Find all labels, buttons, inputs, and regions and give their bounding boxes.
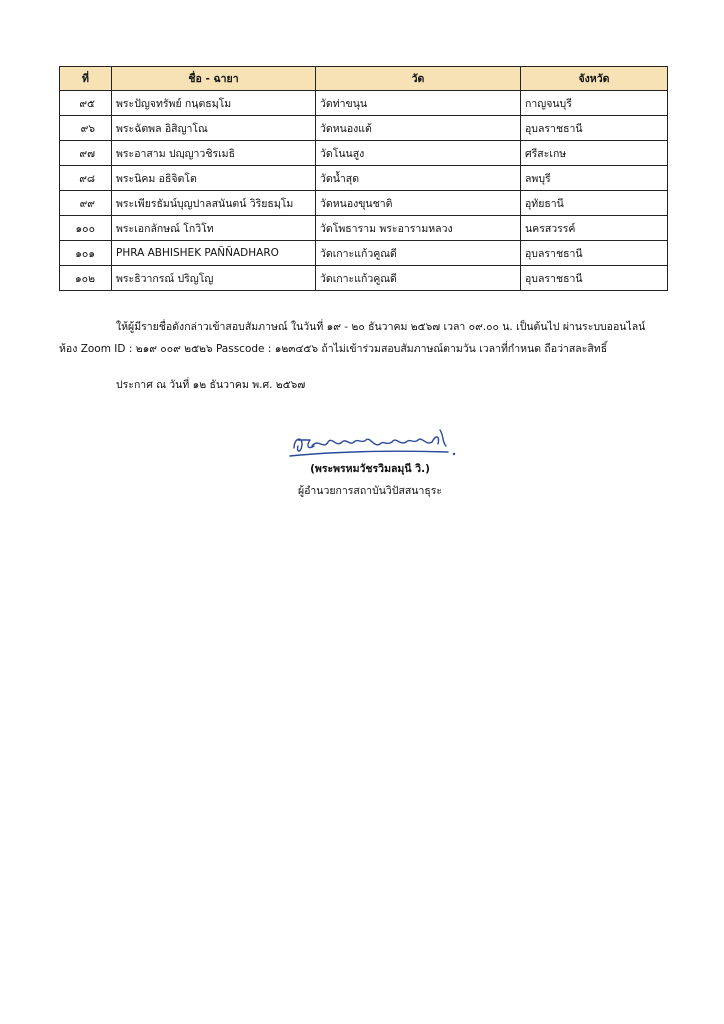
table-row bbox=[60, 266, 668, 291]
row-temple: วัดหนองขุนชาติ bbox=[316, 191, 521, 216]
row-temple: วัดเกาะแก้วคูณดี bbox=[316, 266, 521, 291]
table-header-row bbox=[60, 67, 668, 91]
table-row bbox=[60, 91, 668, 116]
row-province: ศรีสะเกษ bbox=[521, 141, 668, 166]
table-row bbox=[60, 166, 668, 191]
row-number: ๑๐๐ bbox=[60, 216, 112, 241]
row-name: พระฉัตพล อิสิญาโณ bbox=[112, 116, 316, 141]
row-number: ๙๖ bbox=[60, 116, 112, 141]
table-row bbox=[60, 191, 668, 216]
announcement-date: ประกาศ ณ วันที่ ๑๒ ธันวาคม พ.ศ. ๒๕๖๗ bbox=[116, 379, 306, 391]
row-province: อุบลราชธานี bbox=[521, 116, 668, 141]
row-number: ๙๕ bbox=[60, 91, 112, 116]
row-temple: วัดโพธาราม พระอารามหลวง bbox=[316, 216, 521, 241]
row-province: นครสวรรค์ bbox=[521, 216, 668, 241]
row-number: ๙๗ bbox=[60, 141, 112, 166]
header-temple: วัด bbox=[316, 67, 521, 91]
row-name: พระปัญจทรัพย์ กนฺตธมฺโม bbox=[112, 91, 316, 116]
row-name: พระนิคม อธิจิตโต bbox=[112, 166, 316, 191]
table-row bbox=[60, 141, 668, 166]
header-province: จังหวัด bbox=[521, 67, 668, 91]
table-row bbox=[60, 216, 668, 241]
candidate-table bbox=[59, 66, 668, 291]
row-number: ๙๘ bbox=[60, 166, 112, 191]
signer-position: ผู้อำนวยการสถาบันวิปัสสนาธุระ bbox=[297, 485, 443, 497]
row-temple: วัดน้ำสุด bbox=[316, 166, 521, 191]
row-name: พระเอกลักษณ์ โกวิโท bbox=[112, 216, 316, 241]
row-number: ๑๐๑ bbox=[60, 241, 112, 266]
interview-notice bbox=[59, 316, 679, 360]
notice-line-1: ให้ผู้มีรายชื่อดังกล่าวเข้าสอบสัมภาษณ์ ในวันที่ ๑๙ - ๒๐ ธันวาคม ๒๕๖๗ เวลา ๐๙.๐๐ น. เป็นต้นไป ผ่านระบบออนไลน์ bbox=[116, 321, 646, 333]
row-name: พระเพียรธัมน์บุญปาลสนันตน์ วิริยธมฺโม bbox=[112, 191, 316, 216]
row-temple: วัดเกาะแก้วคูณดี bbox=[316, 241, 521, 266]
header-name: ชื่อ - ฉายา bbox=[112, 67, 316, 91]
row-name: พระอาสาม ปญฺญาวชิรเมธิ bbox=[112, 141, 316, 166]
row-number: ๑๐๒ bbox=[60, 266, 112, 291]
row-province: กาญจนบุรี bbox=[521, 91, 668, 116]
row-province: อุบลราชธานี bbox=[521, 266, 668, 291]
row-number: ๙๙ bbox=[60, 191, 112, 216]
row-temple: วัดท่าขนุน bbox=[316, 91, 521, 116]
table-row bbox=[60, 116, 668, 141]
row-province: อุบลราชธานี bbox=[521, 241, 668, 266]
row-province: ลพบุรี bbox=[521, 166, 668, 191]
row-name: PHRA ABHISHEK PAÑÑADHARO bbox=[112, 241, 316, 266]
header-number: ที่ bbox=[60, 67, 112, 91]
signer-name: (พระพรหมวัชรวิมลมุนี วิ.) bbox=[310, 463, 430, 475]
row-temple: วัดหนองแต้ bbox=[316, 116, 521, 141]
row-name: พระธิวากรณ์ ปริญโญ bbox=[112, 266, 316, 291]
handwritten-signature bbox=[288, 424, 464, 464]
row-temple: วัดโนนสูง bbox=[316, 141, 521, 166]
table-row bbox=[60, 241, 668, 266]
notice-line-2: ห้อง Zoom ID : ๒๑๙ ๐๐๙ ๒๕๒๖ Passcode : ๑๒๓๔๕๖ ถ้าไม่เข้าร่วมสอบสัมภาษณ์ตามวัน เวลาที่กำหนด ถือว่าสละสิทธิ์ bbox=[59, 343, 608, 355]
row-province: อุทัยธานี bbox=[521, 191, 668, 216]
